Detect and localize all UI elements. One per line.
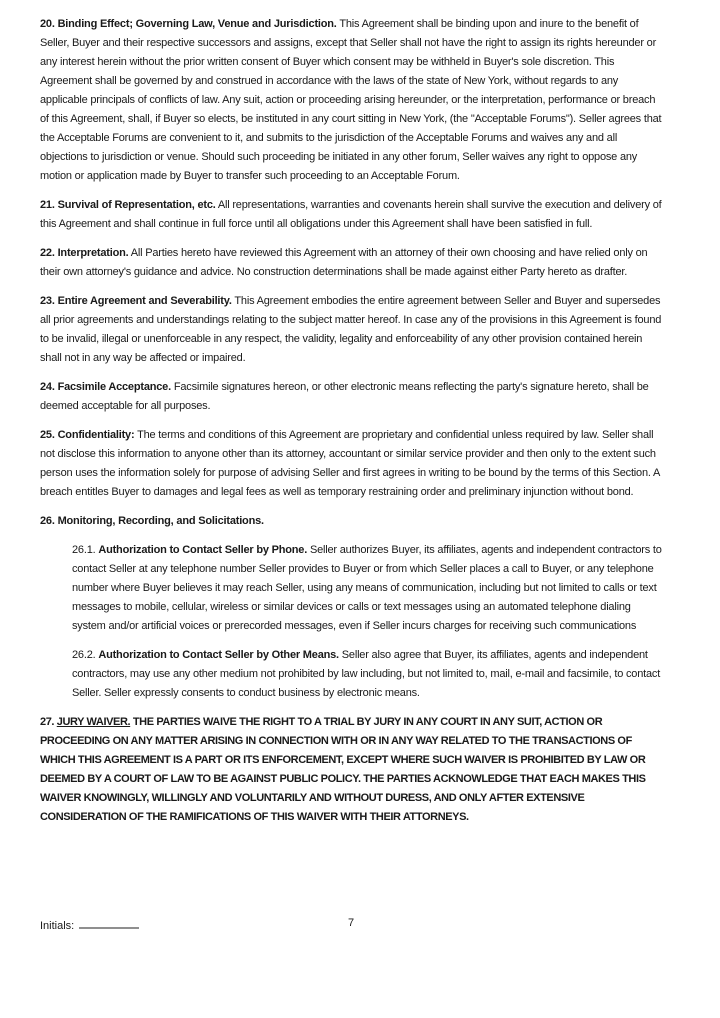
section-heading: Facsimile Acceptance. [57, 381, 171, 393]
section-body-text: THE PARTIES WAIVE THE RIGHT TO A TRIAL BY JURY IN ANY COURT IN ANY SUIT, ACTION OR PROCEEDING ON ANY MATTER ARISING IN CONNECTION WITH OR IN ANY WAY RELATED TO THE TRANSACTIONS OF WHICH THIS AGREEMENT IS A PART OR ITS ENFORCEMENT, EXCEPT WHERE SUCH WAIVER IS PROHIBITED BY LAW OR DEEMED BY A COURT OF LAW TO BE AGAINST PUBLIC POLICY. THE PARTIES ACKNOWLEDGE THAT EACH MAKES THIS WAIVER KNOWINGLY, WILLINGLY AND VOLUNTARILY AND WITHOUT DURESS, AND ONLY AFTER EXTENSIVE CONSIDERATION OF THE RAMIFICATIONS OF THIS WAIVER WITH THEIR ATTORNEYS. [40, 716, 646, 823]
section-number: 25. [40, 429, 55, 441]
section-number: 20. [40, 18, 55, 30]
initials-label: Initials: [40, 920, 75, 932]
section-heading: Authorization to Contact Seller by Phone. [98, 544, 308, 556]
section-body-text: All representations, warranties and covenants herein shall survive the execution and delivery of this Agreement and shall continue in full force until all obligations under this Agreement shall have been satisfied in full. [40, 199, 662, 230]
section-heading: Survival of Representation, etc. [57, 199, 216, 211]
section-number: 27. [40, 716, 55, 728]
section-21-survival [40, 196, 662, 234]
section-number: 26.1. [72, 544, 96, 556]
section-heading: Authorization to Contact Seller by Other Means. [98, 649, 339, 661]
section-27-jury-waiver [40, 713, 662, 827]
section-number: 26.2. [72, 649, 96, 661]
section-body-text: This Agreement shall be binding upon and inure to the benefit of Seller, Buyer and their respective successors and assigns, except that Seller shall not have the right to assign its rights hereunder or any interest herein without the prior written consent of Buyer which consent may be withheld in Buyer's sole discretion. This Agreement shall be governed by and construed in accordance with the laws of the state of New York, without regards to any applicable principals of conflicts of law. Any suit, action or proceeding arising hereunder, or the interpretation, performance or breach of this Agreement, shall, if Buyer so elects, be instituted in any court sitting in New York, (the "Acceptable Forums"). Seller agrees that the Acceptable Forums are convenient to it, and submits to the jurisdiction of the Acceptable Forums and waives any and all objections to jurisdiction or venue. Should such proceeding be initiated in any other forum, Seller waives any right to oppose any motion or application made by Buyer to transfer such proceeding to an Acceptable Forum. [40, 18, 662, 182]
section-20-binding-effect [40, 15, 662, 186]
section-heading: JURY WAIVER. [56, 716, 131, 728]
page-number: 7 [347, 917, 355, 929]
section-number: 21. [40, 199, 55, 211]
section-heading: Monitoring, Recording, and Solicitations. [57, 515, 264, 527]
section-22-interpretation [40, 244, 662, 282]
section-number: 26. [40, 515, 55, 527]
section-26-2-contact-other-means [72, 646, 662, 703]
section-body-text: This Agreement embodies the entire agreement between Seller and Buyer and supersedes all prior agreements and understandings relating to the subject matter hereof. In case any of the provisions in this Agreement is found to be invalid, illegal or unenforceable in any respect, the validity, legality and enforceability of any other provision contained herein shall not in any way be affected or impaired. [40, 295, 662, 364]
section-heading: Confidentiality: [57, 429, 135, 441]
section-24-facsimile [40, 378, 662, 416]
section-26-monitoring [40, 512, 662, 531]
section-26-1-contact-by-phone [72, 541, 662, 636]
section-25-confidentiality [40, 426, 662, 502]
section-23-entire-agreement [40, 292, 662, 368]
section-number: 24. [40, 381, 55, 393]
document-body [40, 15, 662, 837]
section-body-text: Seller authorizes Buyer, its affiliates, agents and independent contractors to contact Seller at any telephone number Seller provides to Buyer or from which Seller places a call to Buyer, or any telephone number where Buyer believes it may reach Seller, using any means of communication, including but not limited to calls or text messages to mobile, cellular, wireless or similar devices or calls or text messages using an automated telephone dialing system and/or artificial voices or prerecorded messages, even if Seller incurs charges for receiving such communications [72, 544, 662, 632]
section-body-text: Seller also agree that Buyer, its affiliates, agents and independent contractors, may use any other medium not prohibited by law including, but not limited to, mail, e-mail and facsimile, to contact Seller. Seller expressly consents to conduct business by electronic means. [72, 649, 661, 699]
section-number: 22. [40, 247, 55, 259]
section-body-text: The terms and conditions of this Agreement are proprietary and confidential unless required by law. Seller shall not disclose this information to anyone other than its attorney, accountant or similar service provider and then only to the extent such person uses the information solely for purpose of advising Seller and first agrees in writing to be bound by the terms of this Section. A breach entitles Buyer to damages and legal fees as well as temporary restraining order and preliminary injunction without bond. [40, 429, 660, 498]
section-number: 23. [40, 295, 55, 307]
section-body-text: All Parties hereto have reviewed this Agreement with an attorney of their own choosing and have relied only on their own attorney's guidance and advice. No construction determinations shall be made against either Party hereto as drafter. [40, 247, 648, 278]
section-heading: Binding Effect; Governing Law, Venue and Jurisdiction. [57, 18, 337, 30]
section-heading: Interpretation. [57, 247, 129, 259]
section-heading: Entire Agreement and Severability. [57, 295, 232, 307]
section-body-text: Facsimile signatures hereon, or other electronic means reflecting the party's signature hereto, shall be deemed acceptable for all purposes. [40, 381, 649, 412]
